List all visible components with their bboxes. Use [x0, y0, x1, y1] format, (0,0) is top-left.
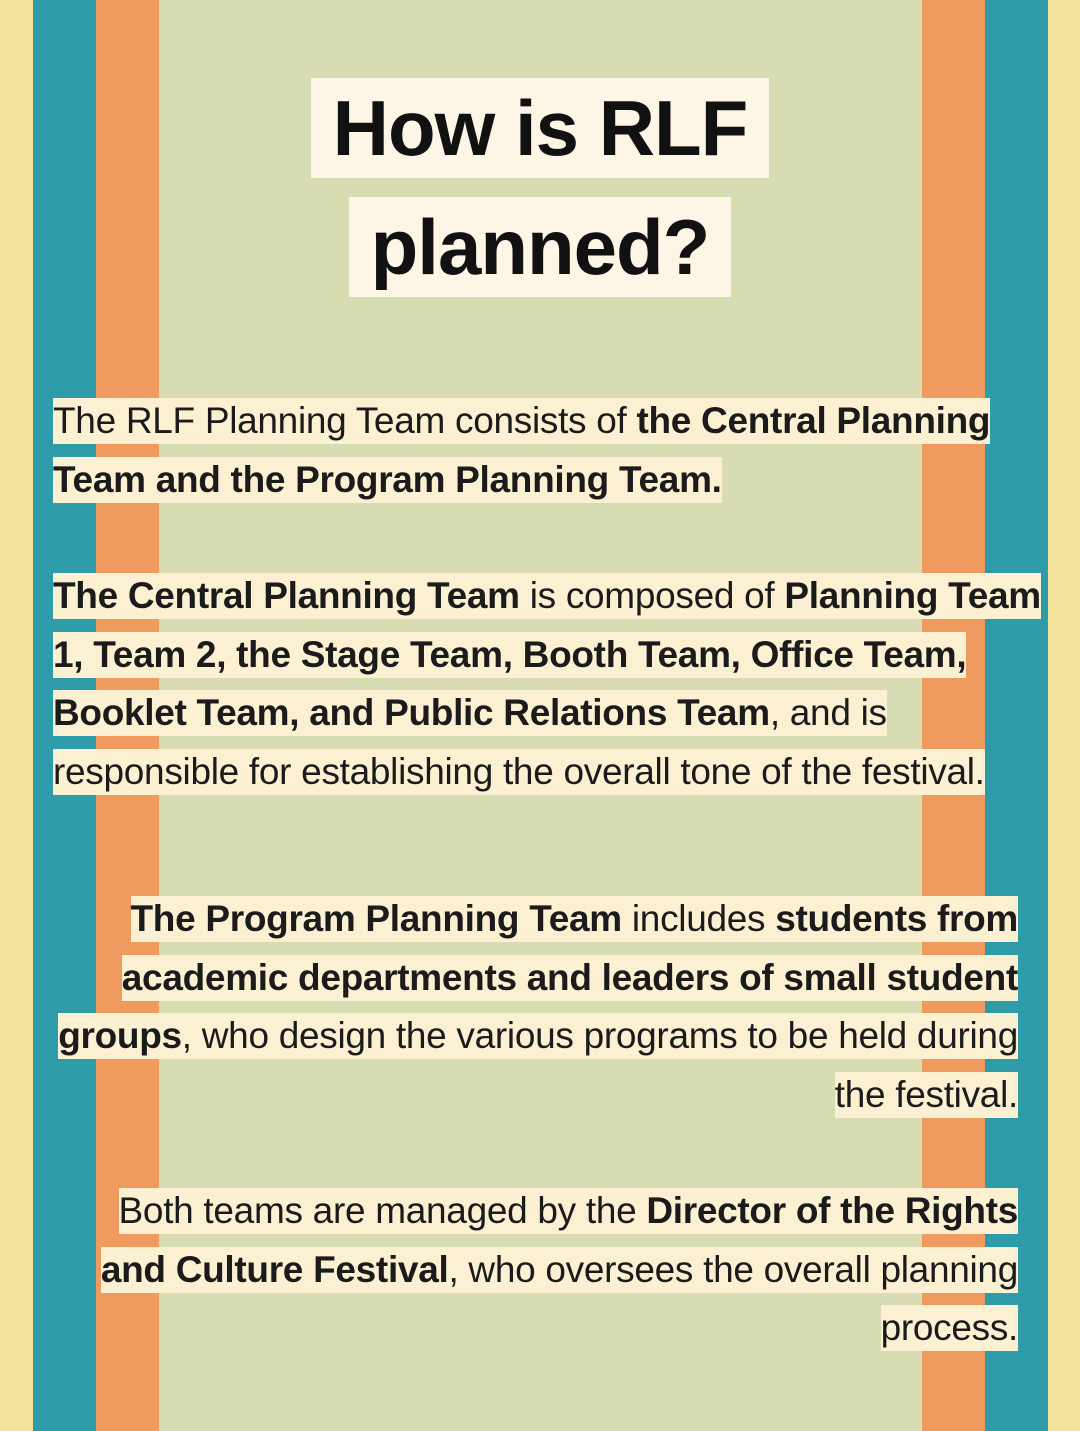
para2-text-2: , and is responsible for establishing the overall tone of the festival. — [53, 692, 985, 792]
para2-text-1: is composed of — [519, 575, 785, 616]
paragraph-central-team — [53, 567, 1046, 801]
para3-text-1: includes — [621, 898, 776, 939]
para2-bold-2: Planning Team 1, Team 2, the Stage Team, Booth Team, Office Team, Booklet Team, and Public Relations Team — [53, 575, 1041, 733]
para2-bold-1: The Central Planning Team — [53, 575, 520, 616]
paragraph-director — [53, 1182, 1018, 1358]
para1-bold: the Central Planning Team and the Program Planning Team. — [53, 400, 991, 500]
page-title — [0, 78, 1080, 316]
para4-text-2: , who oversees the overall planning process. — [448, 1248, 1018, 1348]
para4-bold: Director of the Rights and Culture Festival — [100, 1190, 1018, 1290]
para3-text-2: , who design the various programs to be held during the festival. — [181, 1015, 1018, 1115]
title-line-2: planned? — [349, 197, 732, 297]
title-line-1: How is RLF — [311, 78, 770, 178]
para4-text-1: Both teams are managed by the — [118, 1190, 647, 1231]
paragraph-planning-team — [53, 392, 1046, 509]
paragraph-program-team — [53, 890, 1018, 1124]
para3-bold-1: The Program Planning Team — [130, 898, 622, 939]
para1-text: The RLF Planning Team consists of — [53, 400, 637, 441]
para3-bold-2: students from academic departments and leaders of small student groups — [58, 898, 1018, 1056]
